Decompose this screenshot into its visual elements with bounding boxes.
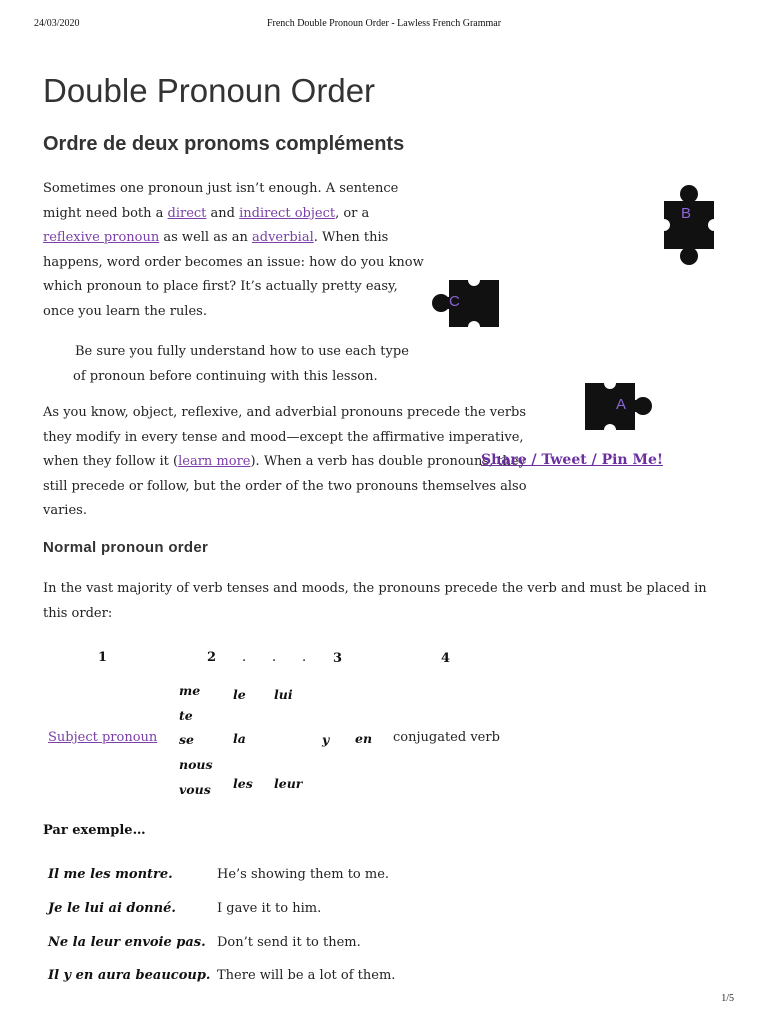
example-french: Il me les montre.	[48, 867, 173, 882]
pronoun-en: en	[355, 731, 373, 746]
example-english: I gave it to him.	[217, 901, 322, 916]
example-french: Ne la leur envoie pas.	[48, 935, 206, 950]
pronoun-y: y	[322, 732, 330, 747]
print-page-title: French Double Pronoun Order - Lawless French Grammar	[266, 18, 502, 29]
intro-paragraph: Sometimes one pronoun just isn’t enough. A sentence might need both a direct and indirect object, or a reflexive pronoun as well as an adverbial. When this happens, word order becomes an issue: how do you know which pronoun to place first? It’s actually pretty easy, once you learn the rules.	[43, 181, 424, 319]
pronoun-lui: lui	[274, 687, 293, 702]
order-number-4: 4	[441, 651, 451, 666]
example-english: He’s showing them to me.	[217, 867, 390, 882]
print-date: 24/03/2020	[34, 18, 80, 29]
order-dot: .	[272, 650, 277, 665]
as-you-know-paragraph: As you know, object, reflexive, and adverbial pronouns precede the verbs they modify in every tense and mood—except the affirmative imperative, when they follow it (learn more). When a verb has double pronouns, they still precede or follow, but the order of the two pronouns themselves also varies.	[43, 405, 527, 519]
conjugated-verb-label: conjugated verb	[393, 730, 500, 745]
example-french: Il y en aura beaucoup.	[48, 968, 211, 983]
link-indirect-object[interactable]: indirect object	[239, 205, 336, 221]
example-english: There will be a lot of them.	[217, 968, 396, 983]
pronoun-les: les	[233, 776, 253, 791]
page-number: 1/5	[721, 993, 734, 1004]
puzzle-piece-c-icon	[431, 280, 499, 328]
pronoun-la: la	[233, 731, 246, 746]
link-subject-pronoun[interactable]: Subject pronoun	[48, 730, 158, 745]
section-heading-normal-order: Normal pronoun order	[43, 539, 209, 556]
link-direct[interactable]: direct	[167, 205, 207, 221]
link-reflexive-pronoun[interactable]: reflexive pronoun	[43, 230, 160, 246]
pronoun-me: me	[179, 683, 201, 698]
link-learn-more[interactable]: learn more	[178, 454, 251, 470]
order-number-3: 3	[333, 651, 343, 666]
pronoun-nous: nous	[179, 757, 213, 772]
link-adverbial[interactable]: adverbial	[252, 230, 314, 246]
example-english: Don’t send it to them.	[217, 935, 361, 950]
pronoun-leur: leur	[274, 776, 303, 791]
page-subtitle: Ordre de deux pronoms compléments	[43, 133, 405, 155]
page-title: Double Pronoun Order	[43, 72, 376, 109]
vast-majority-paragraph: In the vast majority of verb tenses and moods, the pronouns precede the verb and must be placed in this order:	[43, 581, 707, 621]
order-dot: .	[242, 650, 247, 665]
examples-heading: Par exemple…	[43, 823, 146, 838]
pronoun-vous: vous	[179, 782, 211, 797]
prerequisite-note: Be sure you fully understand how to use each type of pronoun before continuing with this lesson.	[73, 344, 409, 384]
example-french: Je le lui ai donné.	[48, 901, 176, 916]
order-dot: .	[302, 650, 307, 665]
share-tweet-pin-link[interactable]: Share / Tweet / Pin Me!	[481, 452, 664, 468]
order-number-2: 2	[207, 650, 217, 665]
pronoun-te: te	[179, 708, 193, 723]
order-number-1: 1	[98, 650, 108, 665]
puzzle-piece-b-icon	[664, 185, 714, 265]
puzzle-label-b: B	[681, 205, 692, 222]
puzzle-label-a: A	[616, 396, 627, 413]
pronoun-se: se	[179, 732, 194, 747]
pronoun-le: le	[233, 687, 246, 702]
puzzle-label-c: C	[449, 293, 460, 310]
